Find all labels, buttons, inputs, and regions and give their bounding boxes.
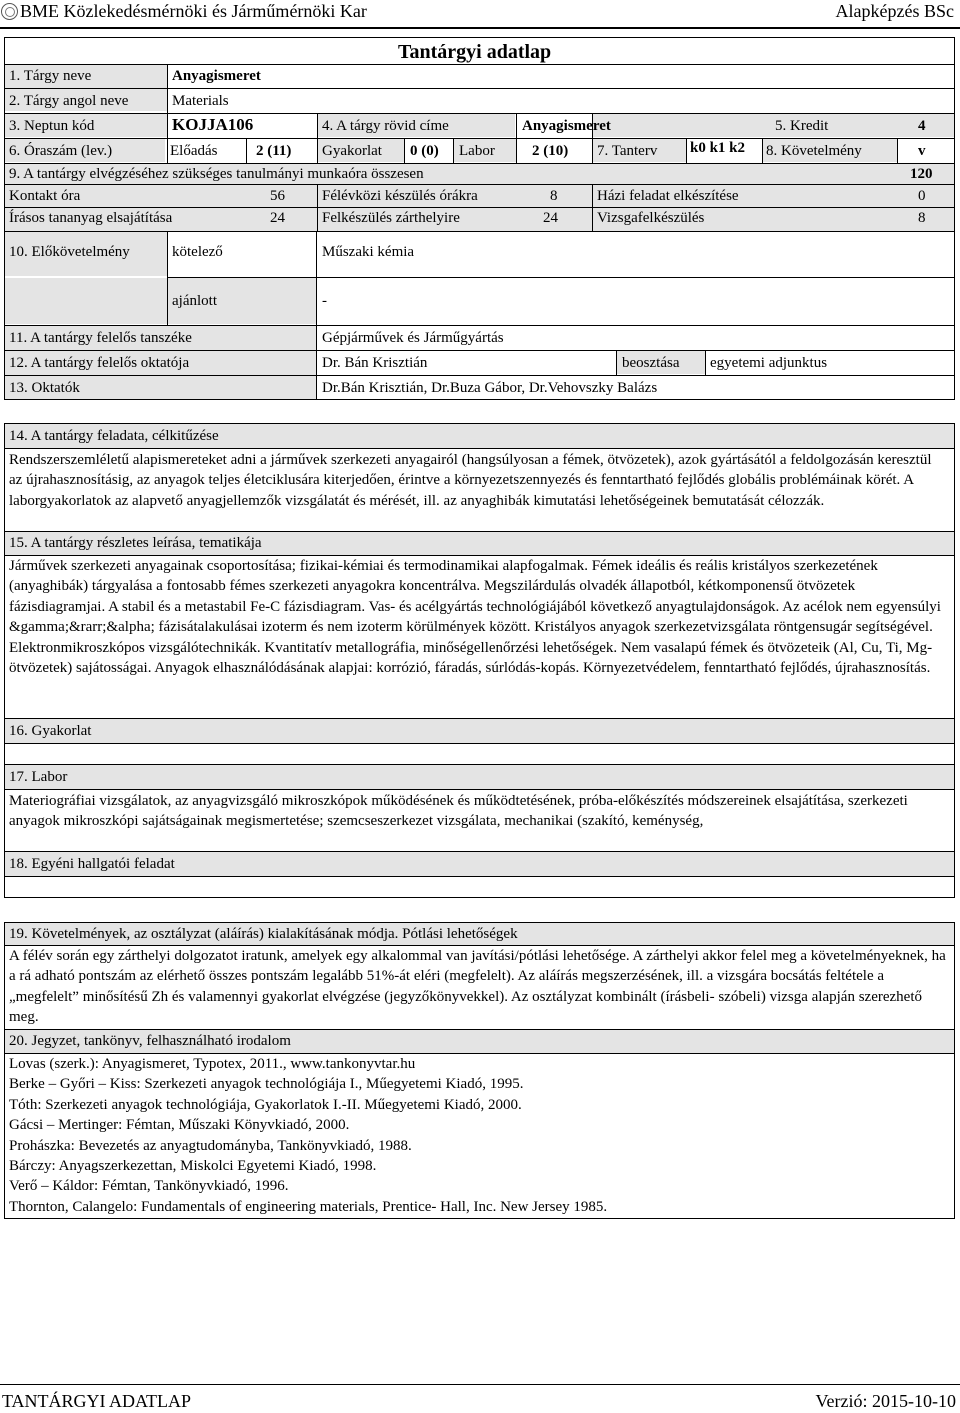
lecture-value: 2 (11): [256, 143, 292, 159]
neptun-code-label: 3. Neptun kód: [9, 118, 95, 134]
section-19-text: A félév során egy zárthelyi dolgozatot iratunk, amelyek egy alkalommal van javítási/pótlási lehetősége. A zárthelyi akkor felel meg a követelményeknek, ha a rá adható pontszám az elérhető összes pontszám legalább 51%-át eléri (megfelelt). Az aláírás megszerzésének, ill. a vizsgára bocsátás feltétele a „megfelelt” minősítésű Zh és valamennyi gyakorlat elvégzése (jegyzőkönyvekkel). Az osztályzat kombinált (írásbeli- szóbeli) vizsga alapján szerezhető meg.: [9, 948, 946, 1026]
subject-name-label: 1. Tárgy neve: [9, 68, 92, 84]
credit-value: 4: [918, 118, 926, 134]
class-prep-value: 8: [550, 188, 558, 204]
requirement-label: 8. Követelmény: [766, 143, 862, 159]
reference-item: Lovas (szerk.): Anyagismeret, Typotex, 2011., www.tankonyvtar.hu: [9, 1056, 416, 1072]
written-material-value: 24: [270, 210, 285, 226]
lab-value: 2 (10): [532, 143, 569, 159]
requirement-value: v: [918, 143, 926, 159]
curriculum-label: 7. Tanterv: [597, 143, 658, 159]
midterm-prep-value: 24: [543, 210, 558, 226]
mandatory-value: Műszaki kémia: [322, 244, 415, 260]
section-15-text: Járművek szerkezeti anyagainak csoportosítása; fizikai-kémiai és termodinamikai alapfogalmak. Fémek ideális és reális kristályos szerkezetének (anyaghibák) tárgyalása a fontosabb fémes szerkezeti anyagokra koncentrálva. Megszilárdulás olvadék állapotból, kétkomponensű ötvözetek fázisdiagramjai. A stabil és a metastabil Fe-C fázisdiagram. Vas- és acélgyártás technológiájából következő anyagtulajdonságok. Az acélok nem egyensúlyi &gamma;&rarr;&alpha; fázisátalakulásai izoterm és nem izoterm körülmények között. Kristályos anyagok szerkezetvizsgálata röntgensugár segítségével. Elektronmikroszkópos vizsgálótechnikák. Kvantitatív metallográfia, minőségellenőrzési lehetőségek. Nem vasalapú fémek és ötvözeteik (Al, Cu, Ti, Mg-ötvözetek) sajátosságai. Anyagok elhasználódásának alapjai: korrózió, fáradás, súrlódás-kopás. Környezetvédelem, fenntartható fejlődés, újrahasznosítás.: [9, 558, 941, 677]
faculty-name: BME Közlekedésmérnöki és Járműmérnöki Kar: [20, 1, 367, 21]
subject-name-value: Anyagismeret: [172, 68, 261, 84]
footer-rule: [0, 1384, 960, 1385]
english-name-label: 2. Tárgy angol neve: [9, 93, 129, 109]
section-17-text: Materiográfiai vizsgálatok, az anyagvizsgáló mikroszkópok működésének és működtetésének, próba-előkészítés módszereinek elsajátítása, szerkezeti anyagok mikroszkópi sajátságainak megismertetése; szemcseszerkezet vizsgálata, mechanikai (szakító, keménység,: [9, 793, 908, 830]
sheet-title: Tantárgyi adatlap: [398, 41, 552, 63]
reference-item: Berke – Győri – Kiss: Szerkezeti anyagok technológiája I., Műegyetemi Kiadó, 1995.: [9, 1076, 524, 1093]
exam-prep-label: Vizsgafelkészülés: [597, 210, 705, 226]
hours-label: 6. Óraszám (lev.): [9, 143, 113, 159]
prerequisite-label: 10. Előkövetelmény: [9, 244, 130, 260]
neptun-code-value: KOJJA106: [172, 115, 254, 134]
short-title-label: 4. A tárgy rövid címe: [322, 118, 449, 134]
curriculum-value: k0 k1 k2: [690, 140, 746, 156]
instructors-value: Dr.Bán Krisztián, Dr.Buza Gábor, Dr.Vehovszky Balázs: [322, 380, 658, 396]
bme-seal-icon: [1, 3, 18, 20]
section-18-title: 18. Egyéni hallgatói feladat: [9, 856, 175, 872]
class-prep-label: Félévközi készülés órákra: [322, 188, 478, 204]
lab-label: Labor: [459, 143, 495, 159]
mandatory-label: kötelező: [172, 244, 223, 260]
position-label: beosztása: [622, 355, 680, 371]
reference-list: [9, 1054, 949, 1214]
responsible-label: 12. A tantárgy felelős oktatója: [9, 355, 190, 371]
reference-item: Gácsi – Mertinger: Fémtan, Műszaki Könyvkiadó, 2000.: [9, 1117, 350, 1134]
lecture-label: Előadás: [170, 143, 218, 159]
section-15-title: 15. A tantárgy részletes leírása, tematikája: [9, 535, 262, 551]
contact-hours-value: 56: [270, 188, 285, 204]
credit-label: 5. Kredit: [775, 118, 829, 134]
section-14-title: 14. A tantárgy feladata, célkitűzése: [9, 428, 219, 444]
total-workload-label: 9. A tantárgy elvégzéséhez szükséges tanulmányi munkaóra összesen: [9, 166, 424, 182]
section-14-text: Rendszerszemléletű alapismereteket adni a járművek szerkezeti anyagairól (hangsúlyosan a fémek, ötvözetek), azok gyártásától a feldolgozásán keresztül az újrahasznosításig, az anyagok teljes életciklusára kiterjedően, érintve a környezetszennyezés és fenntartható fejlődés globális problémáinak körét. A laborgyakorlatok az alapvető anyagjellemzők vizsgálatát és mérését, ill. az anyaghibák kimutatási lehetőségeinek bemutatását célozzák.: [9, 452, 932, 509]
position-value: egyetemi adjunktus: [710, 355, 828, 371]
reference-item: Thornton, Calangelo: Fundamentals of engineering materials, Prentice- Hall, Inc. New Jersey 1985.: [9, 1198, 608, 1215]
homework-label: Házi feladat elkészítése: [597, 188, 739, 204]
recommended-label: ajánlott: [172, 293, 217, 309]
department-value: Gépjárművek és Járműgyártás: [322, 330, 504, 346]
practice-label: Gyakorlat: [322, 143, 382, 159]
midterm-prep-label: Felkészülés zárthelyire: [322, 210, 460, 226]
total-workload-value: 120: [910, 166, 933, 182]
section-16-title: 16. Gyakorlat: [9, 723, 92, 739]
recommended-value: -: [322, 293, 327, 309]
reference-item: Prohászka: Bevezetés az anyagtudományba, Tankönyvkiadó, 1988.: [9, 1137, 412, 1154]
reference-item: Bárczy: Anyagszerkezettan, Miskolci Egyetemi Kiadó, 1998.: [9, 1158, 377, 1174]
responsible-value: Dr. Bán Krisztián: [322, 355, 428, 371]
exam-prep-value: 8: [918, 210, 926, 226]
english-name-value: Materials: [172, 93, 229, 109]
homework-value: 0: [918, 188, 926, 204]
footer-version: Verzió: 2015-10-10: [815, 1391, 956, 1411]
short-title-value: Anyagismeret: [522, 118, 611, 134]
reference-item: Tóth: Szerkezeti anyagok technológiája, Gyakorlatok I.-II. Műegyetemi Kiadó, 2000.: [9, 1096, 522, 1113]
program-level: Alapképzés BSc: [835, 1, 954, 21]
department-label: 11. A tantárgy felelős tanszéke: [9, 330, 192, 346]
instructors-label: 13. Oktatók: [9, 380, 80, 396]
header-rule: [0, 27, 960, 29]
section-19-title: 19. Követelmények, az osztályzat (aláírás) kialakításának módja. Pótlási lehetőségek: [9, 926, 518, 942]
footer-title: TANTÁRGYI ADATLAP: [2, 1391, 192, 1411]
contact-hours-label: Kontakt óra: [9, 188, 81, 204]
reference-item: Verő – Káldor: Fémtan, Tankönyvkiadó, 1996.: [9, 1178, 289, 1195]
page-header: [0, 0, 960, 26]
section-17-title: 17. Labor: [9, 769, 68, 785]
practice-value: 0 (0): [410, 143, 439, 159]
section-20-title: 20. Jegyzet, tankönyv, felhasználható irodalom: [9, 1033, 291, 1049]
written-material-label: Írásos tananyag elsajátítása: [9, 210, 173, 226]
